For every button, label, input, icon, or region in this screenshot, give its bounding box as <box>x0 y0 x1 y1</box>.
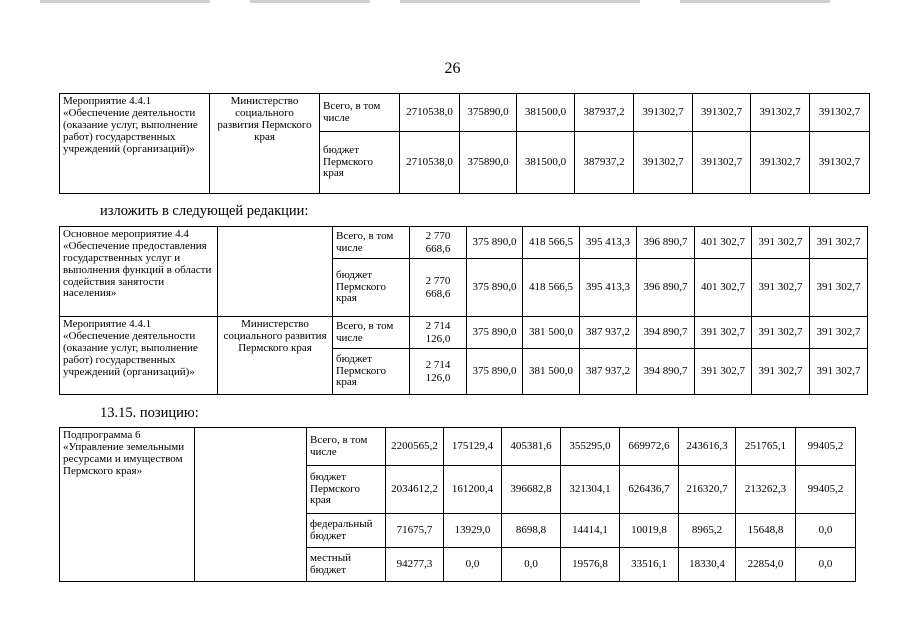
value-cell: 626436,7 <box>620 466 679 514</box>
funding-kind: бюджет Пермского края <box>320 132 400 194</box>
value-cell: 0,0 <box>796 548 856 582</box>
value-cell: 381500,0 <box>517 132 575 194</box>
funding-kind: Всего, в том числе <box>320 94 400 132</box>
value-cell: 396 890,7 <box>637 227 695 259</box>
value-cell: 2 714 126,0 <box>410 349 467 395</box>
value-cell: 381 500,0 <box>523 349 580 395</box>
value-cell: 395 413,3 <box>580 227 637 259</box>
funding-kind: Всего, в том числе <box>333 227 410 259</box>
value-cell: 0,0 <box>796 514 856 548</box>
funding-kind: Всего, в том числе <box>307 428 386 466</box>
value-cell: 669972,6 <box>620 428 679 466</box>
value-cell: 8965,2 <box>679 514 736 548</box>
value-cell: 391 302,7 <box>752 349 810 395</box>
value-cell: 161200,4 <box>444 466 502 514</box>
measure-name: Мероприятие 4.4.1 «Обеспечение деятельности (оказание услуг, выполнение работ) государственных учреждений (организаций)» <box>60 317 218 395</box>
table-row <box>60 94 870 132</box>
value-cell: 387 937,2 <box>580 349 637 395</box>
value-cell: 405381,6 <box>502 428 561 466</box>
value-cell: 99405,2 <box>796 428 856 466</box>
value-cell: 391302,7 <box>634 94 693 132</box>
table-new-measures <box>59 226 868 395</box>
value-cell: 2200565,2 <box>386 428 444 466</box>
value-cell: 94277,3 <box>386 548 444 582</box>
table-old-measure <box>59 93 870 194</box>
value-cell: 375 890,0 <box>467 349 523 395</box>
value-cell: 375890,0 <box>460 94 517 132</box>
value-cell: 18330,4 <box>679 548 736 582</box>
funding-kind: бюджет Пермского края <box>333 349 410 395</box>
value-cell: 216320,7 <box>679 466 736 514</box>
table-subprogram <box>59 427 856 582</box>
value-cell: 19576,8 <box>561 548 620 582</box>
value-cell: 33516,1 <box>620 548 679 582</box>
value-cell: 391302,7 <box>693 94 751 132</box>
value-cell: 391302,7 <box>810 94 870 132</box>
value-cell: 375 890,0 <box>467 259 523 317</box>
section-heading: изложить в следующей редакции: <box>100 203 309 219</box>
value-cell: 391 302,7 <box>695 317 752 349</box>
table-row <box>60 317 868 349</box>
value-cell: 391 302,7 <box>752 317 810 349</box>
value-cell: 387937,2 <box>575 132 634 194</box>
measure-name: Основное мероприятие 4.4 «Обеспечение предоставления государственных услуг и выполнения функций в области содействия занятости населения» <box>60 227 218 317</box>
value-cell: 175129,4 <box>444 428 502 466</box>
scan-edge-line <box>400 0 640 3</box>
value-cell: 391 302,7 <box>810 227 868 259</box>
value-cell: 387 937,2 <box>580 317 637 349</box>
value-cell: 396 890,7 <box>637 259 695 317</box>
value-cell: 2 714 126,0 <box>410 317 467 349</box>
value-cell: 0,0 <box>444 548 502 582</box>
executor <box>218 227 333 317</box>
value-cell: 15648,8 <box>736 514 796 548</box>
scan-edge-line <box>40 0 210 3</box>
page-number: 26 <box>444 60 461 77</box>
value-cell: 391302,7 <box>751 94 810 132</box>
value-cell: 0,0 <box>502 548 561 582</box>
value-cell: 10019,8 <box>620 514 679 548</box>
funding-kind: Всего, в том числе <box>333 317 410 349</box>
value-cell: 243616,3 <box>679 428 736 466</box>
value-cell: 2 770 668,6 <box>410 227 467 259</box>
value-cell: 391302,7 <box>810 132 870 194</box>
value-cell: 2034612,2 <box>386 466 444 514</box>
value-cell: 387937,2 <box>575 94 634 132</box>
value-cell: 8698,8 <box>502 514 561 548</box>
table-row <box>60 428 856 466</box>
value-cell: 375 890,0 <box>467 227 523 259</box>
measure-name: Мероприятие 4.4.1 «Обеспечение деятельности (оказание услуг, выполнение работ) государственных учреждений (организаций)» <box>60 94 210 194</box>
section-heading: 13.15. позицию: <box>100 405 199 421</box>
value-cell: 401 302,7 <box>695 259 752 317</box>
value-cell: 2710538,0 <box>400 132 460 194</box>
value-cell: 375 890,0 <box>467 317 523 349</box>
value-cell: 22854,0 <box>736 548 796 582</box>
value-cell: 396682,8 <box>502 466 561 514</box>
scan-edge-line <box>680 0 830 3</box>
value-cell: 391 302,7 <box>810 349 868 395</box>
value-cell: 394 890,7 <box>637 317 695 349</box>
value-cell: 14414,1 <box>561 514 620 548</box>
value-cell: 418 566,5 <box>523 227 580 259</box>
funding-kind: местный бюджет <box>307 548 386 582</box>
value-cell: 355295,0 <box>561 428 620 466</box>
executor <box>195 428 307 582</box>
value-cell: 2710538,0 <box>400 94 460 132</box>
value-cell: 418 566,5 <box>523 259 580 317</box>
value-cell: 251765,1 <box>736 428 796 466</box>
value-cell: 391302,7 <box>634 132 693 194</box>
executor: Министерство социального развития Пермского края <box>210 94 320 194</box>
value-cell: 395 413,3 <box>580 259 637 317</box>
value-cell: 321304,1 <box>561 466 620 514</box>
value-cell: 375890,0 <box>460 132 517 194</box>
table-row <box>60 227 868 259</box>
value-cell: 381 500,0 <box>523 317 580 349</box>
value-cell: 99405,2 <box>796 466 856 514</box>
value-cell: 2 770 668,6 <box>410 259 467 317</box>
value-cell: 391302,7 <box>693 132 751 194</box>
value-cell: 391 302,7 <box>752 259 810 317</box>
funding-kind: федеральный бюджет <box>307 514 386 548</box>
value-cell: 71675,7 <box>386 514 444 548</box>
value-cell: 213262,3 <box>736 466 796 514</box>
subprogram-name: Подпрограмма 6 «Управление земельными ресурсами и имуществом Пермского края» <box>60 428 195 582</box>
value-cell: 391302,7 <box>751 132 810 194</box>
value-cell: 391 302,7 <box>695 349 752 395</box>
value-cell: 394 890,7 <box>637 349 695 395</box>
funding-kind: бюджет Пермского края <box>333 259 410 317</box>
executor: Министерство социального развития Пермского края <box>218 317 333 395</box>
funding-kind: бюджет Пермского края <box>307 466 386 514</box>
value-cell: 401 302,7 <box>695 227 752 259</box>
value-cell: 391 302,7 <box>810 317 868 349</box>
value-cell: 13929,0 <box>444 514 502 548</box>
value-cell: 391 302,7 <box>810 259 868 317</box>
scan-edge-line <box>250 0 370 3</box>
value-cell: 381500,0 <box>517 94 575 132</box>
value-cell: 391 302,7 <box>752 227 810 259</box>
